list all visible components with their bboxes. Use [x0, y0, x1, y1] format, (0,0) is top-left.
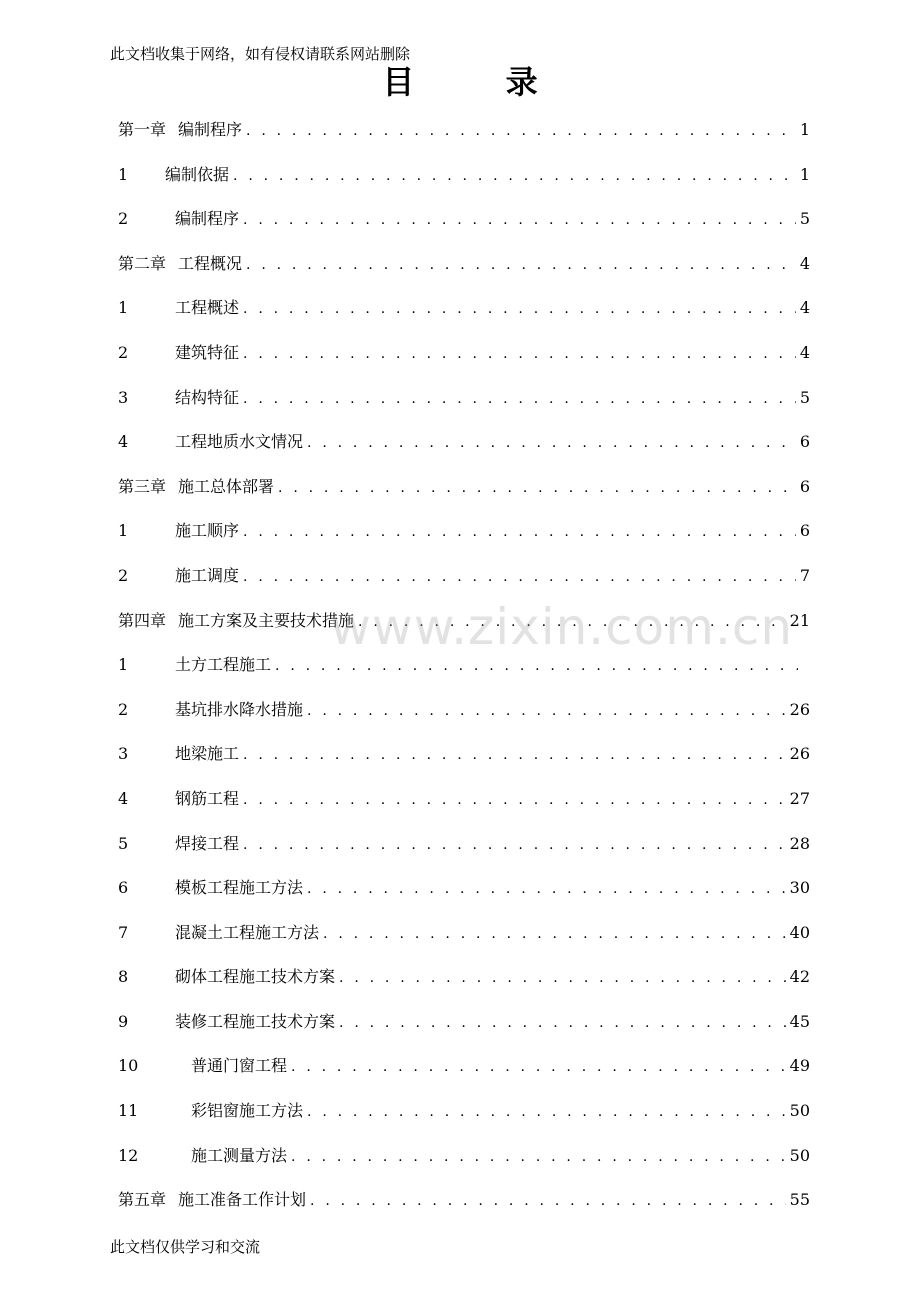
toc-dot-leader — [307, 421, 796, 466]
toc-page-number: 26 — [789, 699, 810, 719]
toc-entry-number: 1 — [118, 164, 129, 184]
toc-section-row[interactable] — [118, 777, 810, 822]
toc-dot-leader — [243, 823, 786, 868]
toc-entry-label: 基坑排水降水措施 — [175, 699, 304, 719]
toc-section-row[interactable] — [118, 1000, 810, 1045]
toc-section-row[interactable] — [118, 732, 810, 777]
table-of-contents — [118, 108, 810, 1223]
toc-section-row[interactable] — [118, 688, 810, 733]
toc-dot-leader — [243, 778, 786, 823]
toc-dot-leader — [339, 956, 786, 1001]
toc-page-number: 5 — [799, 209, 810, 229]
toc-dot-leader — [307, 1090, 786, 1135]
toc-entry-label: 混凝土工程施工方法 — [175, 922, 320, 942]
toc-entry-label: 施工方案及主要技术措施 — [178, 610, 355, 630]
toc-section-row[interactable] — [118, 509, 810, 554]
toc-section-row[interactable] — [118, 554, 810, 599]
toc-chapter-row[interactable] — [118, 465, 810, 510]
toc-section-row[interactable] — [118, 1044, 810, 1089]
toc-page-number: 1 — [799, 164, 810, 184]
toc-section-row[interactable] — [118, 286, 810, 331]
toc-section-row[interactable] — [118, 866, 810, 911]
toc-entry-label: 地梁施工 — [175, 744, 240, 764]
toc-page-number: 26 — [789, 744, 810, 764]
toc-entry-number: 1 — [118, 655, 129, 675]
toc-dot-leader — [307, 689, 786, 734]
toc-dot-leader — [278, 466, 796, 511]
toc-dot-leader — [233, 154, 796, 199]
toc-dot-leader — [323, 912, 786, 957]
toc-dot-leader — [358, 600, 786, 645]
toc-page-number: 42 — [789, 967, 810, 987]
toc-entry-number: 第三章 — [118, 476, 167, 496]
toc-page-number: 4 — [799, 342, 810, 362]
toc-entry-label: 工程地质水文情况 — [175, 432, 304, 452]
toc-entry-label: 施工顺序 — [175, 521, 240, 541]
toc-section-row[interactable] — [118, 420, 810, 465]
toc-page-number: 40 — [789, 922, 810, 942]
toc-dot-leader — [307, 867, 786, 912]
toc-dot-leader — [243, 377, 796, 422]
toc-dot-leader — [243, 287, 796, 332]
toc-entry-number: 第五章 — [118, 1190, 167, 1210]
toc-section-row[interactable] — [118, 331, 810, 376]
toc-entry-number: 7 — [118, 922, 129, 942]
toc-dot-leader — [291, 1045, 786, 1090]
toc-entry-number: 2 — [118, 565, 129, 585]
footer-note: 此文档仅供学习和交流 — [110, 1238, 261, 1256]
toc-entry-number: 1 — [118, 521, 129, 541]
toc-entry-number: 2 — [118, 699, 129, 719]
toc-dot-leader — [246, 243, 796, 288]
toc-entry-label: 施工调度 — [175, 565, 240, 585]
toc-page-number: 21 — [789, 610, 810, 630]
toc-entry-number: 第二章 — [118, 253, 167, 273]
toc-entry-number: 6 — [118, 878, 129, 898]
toc-section-row[interactable] — [118, 197, 810, 242]
toc-entry-label: 结构特征 — [175, 387, 240, 407]
toc-dot-leader — [243, 198, 796, 243]
toc-dot-leader — [243, 332, 796, 377]
toc-section-row[interactable] — [118, 1089, 810, 1134]
toc-entry-label: 施工准备工作计划 — [178, 1190, 307, 1210]
toc-page-number: 55 — [789, 1190, 810, 1210]
toc-page-number: 6 — [799, 521, 810, 541]
toc-entry-label: 土方工程施工 — [175, 655, 272, 675]
toc-entry-label: 建筑特征 — [175, 342, 240, 362]
toc-chapter-row[interactable] — [118, 242, 810, 287]
toc-entry-number: 8 — [118, 967, 129, 987]
toc-dot-leader — [243, 733, 786, 778]
toc-page-number: 6 — [799, 432, 810, 452]
toc-entry-label: 模板工程施工方法 — [175, 878, 304, 898]
toc-page-number: 4 — [799, 253, 810, 273]
toc-section-row[interactable] — [118, 643, 810, 688]
toc-entry-label: 砌体工程施工技术方案 — [175, 967, 336, 987]
toc-page-number: 50 — [789, 1145, 810, 1165]
toc-entry-number: 2 — [118, 342, 129, 362]
toc-page-number: 28 — [789, 833, 810, 853]
toc-dot-leader — [291, 1135, 786, 1180]
toc-section-row[interactable] — [118, 822, 810, 867]
toc-page-number: 45 — [789, 1011, 810, 1031]
toc-entry-number: 3 — [118, 744, 129, 764]
toc-entry-label: 编制程序 — [175, 209, 240, 229]
toc-entry-number: 4 — [118, 788, 129, 808]
toc-chapter-row[interactable] — [118, 1178, 810, 1223]
toc-entry-label: 焊接工程 — [175, 833, 240, 853]
toc-page-number: 50 — [789, 1101, 810, 1121]
toc-dot-leader — [339, 1001, 786, 1046]
page-title: 目 录 — [382, 63, 578, 101]
toc-entry-number: 12 — [118, 1145, 139, 1165]
toc-entry-number: 3 — [118, 387, 129, 407]
toc-page-number: 7 — [799, 565, 810, 585]
toc-section-row[interactable] — [118, 376, 810, 421]
toc-dot-leader — [275, 644, 798, 689]
toc-entry-number: 2 — [118, 209, 129, 229]
toc-page-number: 6 — [799, 476, 810, 496]
toc-page-number: 5 — [799, 387, 810, 407]
toc-section-row[interactable] — [118, 1134, 810, 1179]
toc-entry-label: 工程概况 — [178, 253, 243, 273]
toc-dot-leader — [243, 510, 796, 555]
watermark: www.zixin.com.cn — [330, 598, 794, 656]
toc-chapter-row[interactable] — [118, 599, 810, 644]
toc-page-number: 27 — [789, 788, 810, 808]
toc-entry-label: 工程概述 — [175, 298, 240, 318]
toc-entry-number: 10 — [118, 1056, 139, 1076]
toc-section-row[interactable] — [118, 153, 810, 198]
toc-entry-number: 4 — [118, 432, 129, 452]
toc-entry-number: 第四章 — [118, 610, 167, 630]
toc-entry-number: 11 — [118, 1101, 139, 1121]
toc-chapter-row[interactable] — [118, 108, 810, 153]
toc-page-number: 1 — [799, 120, 810, 139]
toc-dot-leader — [246, 109, 796, 154]
toc-section-row[interactable] — [118, 955, 810, 1000]
toc-page-number: 4 — [799, 298, 810, 318]
toc-entry-number: 第一章 — [118, 120, 167, 139]
toc-entry-label: 彩铝窗施工方法 — [191, 1101, 304, 1121]
toc-entry-label: 装修工程施工技术方案 — [175, 1011, 336, 1031]
toc-entry-label: 编制依据 — [165, 164, 230, 184]
toc-entry-label: 施工总体部署 — [178, 476, 275, 496]
toc-entry-label: 钢筋工程 — [175, 788, 240, 808]
header-note: 此文档收集于网络，如有侵权请联系网站删除 — [110, 45, 411, 63]
toc-entry-label: 施工测量方法 — [191, 1145, 288, 1165]
toc-page-number: 49 — [789, 1056, 810, 1076]
toc-dot-leader — [243, 555, 796, 600]
toc-page-number: 30 — [789, 878, 810, 898]
toc-entry-label: 编制程序 — [178, 120, 243, 139]
toc-entry-number: 1 — [118, 298, 129, 318]
toc-dot-leader — [310, 1179, 786, 1224]
toc-entry-number: 9 — [118, 1011, 129, 1031]
toc-entry-label: 普通门窗工程 — [191, 1056, 288, 1076]
toc-entry-number: 5 — [118, 833, 129, 853]
toc-section-row[interactable] — [118, 911, 810, 956]
